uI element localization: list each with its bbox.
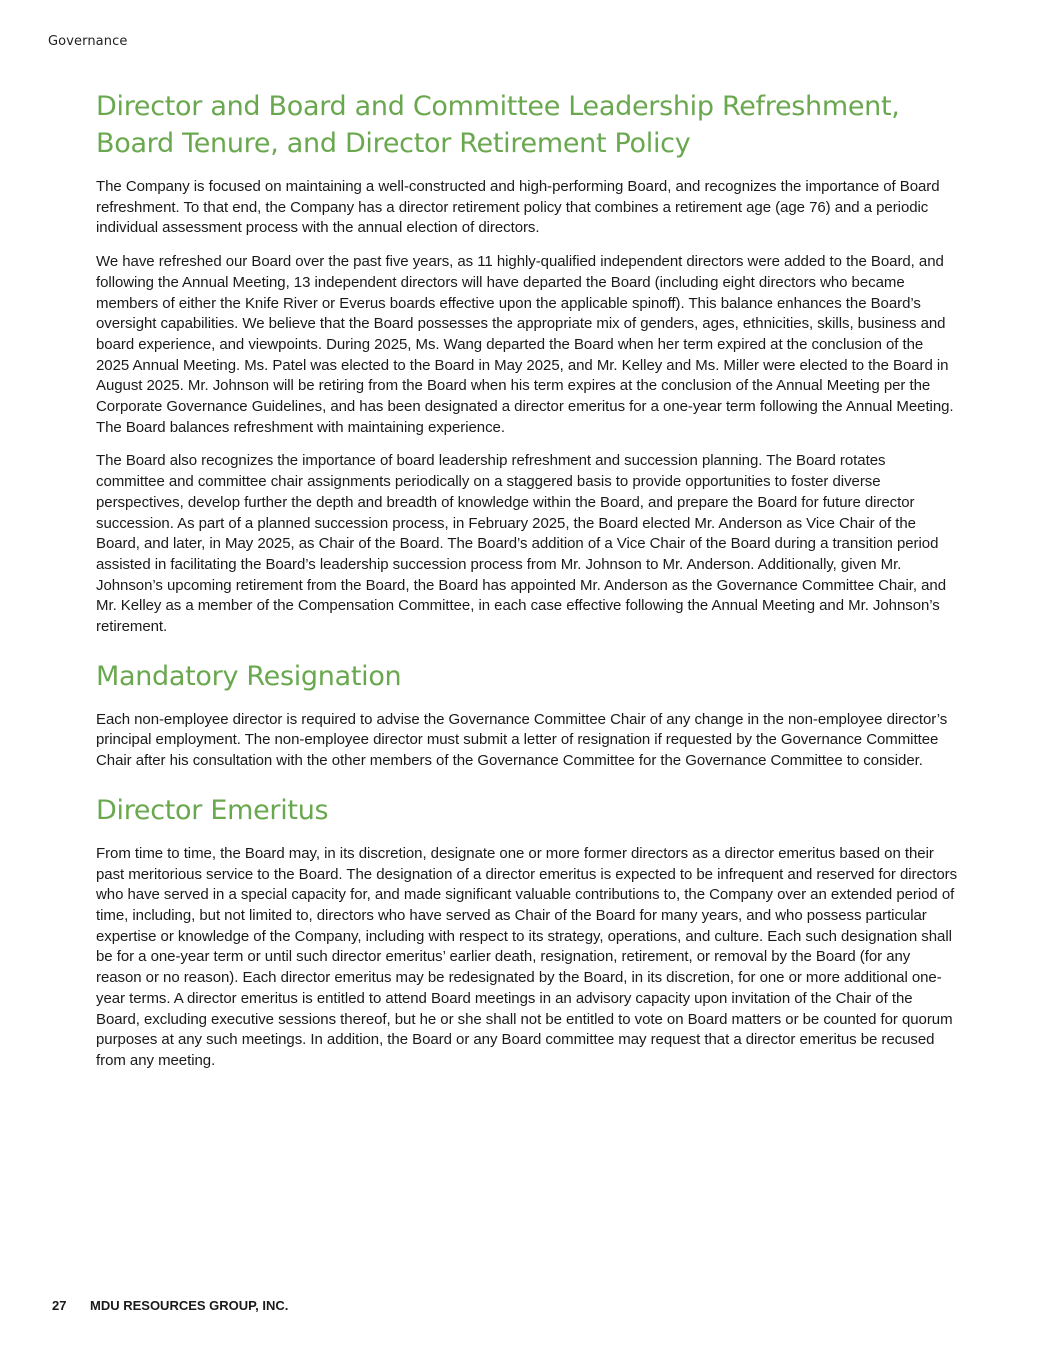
company-name: MDU RESOURCES GROUP, INC.	[90, 1298, 289, 1313]
page-content	[96, 88, 958, 1085]
page-footer	[52, 1298, 288, 1313]
paragraph: The Company is focused on maintaining a well-constructed and high-performing Board, and recognizes the importance of Board refreshment. To that end, the Company has a director retirement policy that combines a retirement age (age 76) and a periodic individual assessment process with the annual election of directors.	[96, 178, 940, 237]
paragraph: From time to time, the Board may, in its discretion, designate one or more former directors as a director emeritus based on their past meritorious service to the Board. The designation of a director emeritus is expected to be infrequent and reserved for directors who have served in a special capacity for, and made significant valuable contributions to, the Company over an extended period of time, including, but not limited to, directors who have served as Chair of the Board for many years, and who possess particular expertise or knowledge of the Company, including with respect to its strategy, operations, and culture. Each such designation shall be for a one-year term or until such director emeritus’ earlier death, resignation, retirement, or removal by the Board (for any reason or no reason). Each director emeritus may be redesignated by the Board, in its discretion, for one or more additional one-year terms. A director emeritus is entitled to attend Board meetings in an advisory capacity upon invitation of the Chair of the Board, excluding executive sessions thereof, but he or she shall not be entitled to vote on Board matters or be counted for quorum purposes at any such meetings. In addition, the Board or any Board committee may request that a director emeritus be recused from any meeting.	[96, 844, 958, 1069]
paragraph: The Board also recognizes the importance of board leadership refreshment and succession planning. The Board rotates committee and committee chair assignments periodically on a staggered basis to provide opportunities to foster diverse perspectives, develop further the depth and breadth of knowledge within the Board, and prepare the Board for future director succession. As part of a planned succession process, in February 2025, the Board elected Mr. Anderson as Vice Chair of the Board, and later, in May 2025, as Chair of the Board. The Board’s addition of a Vice Chair of the Board during a transition period assisted in facilitating the Board’s leadership succession process from Mr. Johnson to Mr. Anderson. Additionally, given Mr. Johnson’s upcoming retirement from the Board, the Board has appointed Mr. Anderson as the Governance Committee Chair, and Mr. Kelley as a member of the Compensation Committee, in each case effective following the Annual Meeting and Mr. Johnson’s retirement.	[96, 452, 946, 636]
paragraph: Each non-employee director is required to advise the Governance Committee Chair of any change in the non-employee director’s principal employment. The non-employee director must submit a letter of resignation if requested by the Governance Committee Chair after his consultation with the other members of the Governance Committee for the Governance Committee to consider.	[96, 710, 948, 770]
paragraph: We have refreshed our Board over the past five years, as 11 highly-qualified independent directors were added to the Board, and following the Annual Meeting, 13 independent directors will have departed the Board (including eight directors who became members of either the Knife River or Everus boards effective upon the applicable spinoff). This balance enhances the Board’s oversight capabilities. We believe that the Board possesses the appropriate mix of genders, ages, ethnicities, skills, business and board experience, and viewpoints. During 2025, Ms. Wang departed the Board when her term expired at the conclusion of the 2025 Annual Meeting. Ms. Patel was elected to the Board in May 2025, and Mr. Kelley and Ms. Miller were elected to the Board in August 2025. Mr. Johnson will be retiring from the Board when his term expires at the conclusion of the Annual Meeting per the Corporate Governance Guidelines, and has been designated a director emeritus for a one-year term following the Annual Meeting. The Board balances refreshment with maintaining experience.	[96, 253, 954, 436]
section-label: Governance	[48, 34, 128, 49]
heading-director-emeritus: Director Emeritus	[96, 794, 329, 826]
page-number: 27	[52, 1298, 67, 1313]
heading-board-refreshment: Director and Board and Committee Leadership Refreshment, Board Tenure, and Director Retirement Policy	[96, 91, 900, 159]
heading-mandatory-resignation: Mandatory Resignation	[96, 660, 402, 692]
